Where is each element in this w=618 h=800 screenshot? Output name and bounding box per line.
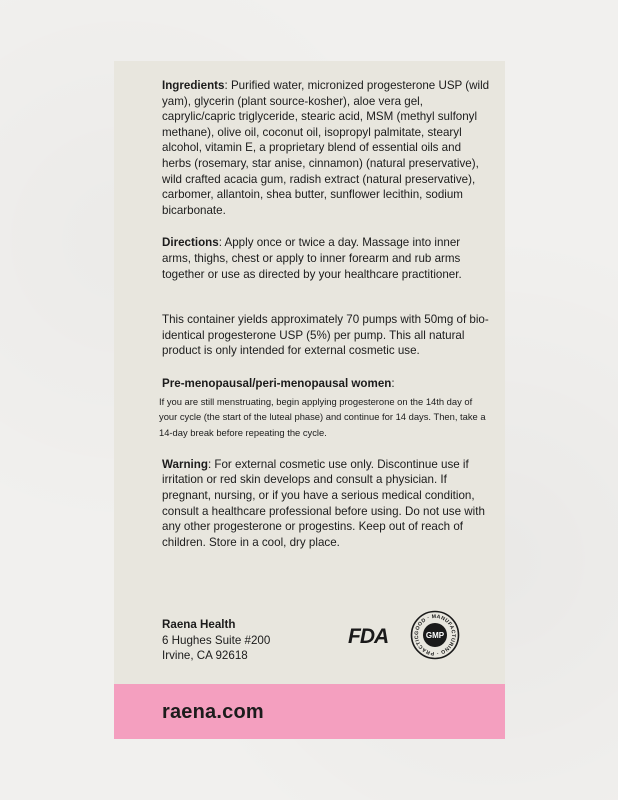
footer-band <box>114 684 505 739</box>
ingredients-text: : Purified water, micronized progesterone USP (wild yam), glycerin (plant source-kosher), aloe vera gel, caprylic/capric triglyceride, stearic acid, MSM (methyl sulfonyl methane), olive oil, coconut oil, isopropyl palmitate, stearyl alcohol, vitamin E, a proprietary blend of essential oils and herbs (rosemary, star anise, cinnamon) (natural preservative), wild crafted acacia gum, radish extract (natural preservative), carbomer, allantoin, shea butter, sunflower lecithin, sodium bicarbonate. <box>162 79 490 217</box>
directions-paragraph <box>162 235 492 282</box>
yield-paragraph: This container yields approximately 70 pumps with 50mg of bio-identical progesterone USP (5%) per pump. This all natural product is only intended for external cosmetic use. <box>162 313 489 358</box>
premenopausal-heading: Pre-menopausal/peri-menopausal women <box>162 376 392 390</box>
premenopausal-heading-line <box>162 376 492 392</box>
premenopausal-colon: : <box>391 376 395 390</box>
directions-text: : Apply once or twice a day. Massage into inner arms, thighs, chest or apply to inner forearm and rub arms together or use as directed by your healthcare practitioner. <box>162 236 462 281</box>
ingredients-heading: Ingredients <box>162 79 225 92</box>
address-line-2: Irvine, CA 92618 <box>162 649 248 663</box>
company-address <box>162 617 270 664</box>
warning-heading: Warning <box>162 457 208 471</box>
directions-heading: Directions <box>162 236 219 250</box>
address-line-1: 6 Hughes Suite #200 <box>162 633 271 647</box>
label-content <box>159 78 492 550</box>
product-label <box>114 61 505 739</box>
gmp-seal-icon <box>410 610 460 660</box>
company-name: Raena Health <box>162 618 236 631</box>
svg-text:GMP: GMP <box>425 631 445 640</box>
svg-text:GOOD · MANUFACTURING · PRACTIC: GOOD · MANUFACTURING · PRACTIC <box>413 613 457 657</box>
warning-paragraph <box>162 457 492 551</box>
premenopausal-text: If you are still menstruating, begin applying progesterone on the 14th day of your cycle (the start of the luteal phase) and continue for 14 days. Then, take a 14-day break before repeating the cycle. <box>159 395 486 439</box>
website-text: raena.com <box>162 701 264 723</box>
fda-logo: FDA <box>348 625 389 648</box>
ingredients-paragraph <box>162 78 492 218</box>
warning-text: : For external cosmetic use only. Discontinue use if irritation or red skin develops and consult a physician. If pregnant, nursing, or if you have a serious medical condition, consult a healthcare professional before using. Do not use with any other progesterone or progestins. Keep out of reach of children. Store in a cool, dry place. <box>162 457 485 549</box>
